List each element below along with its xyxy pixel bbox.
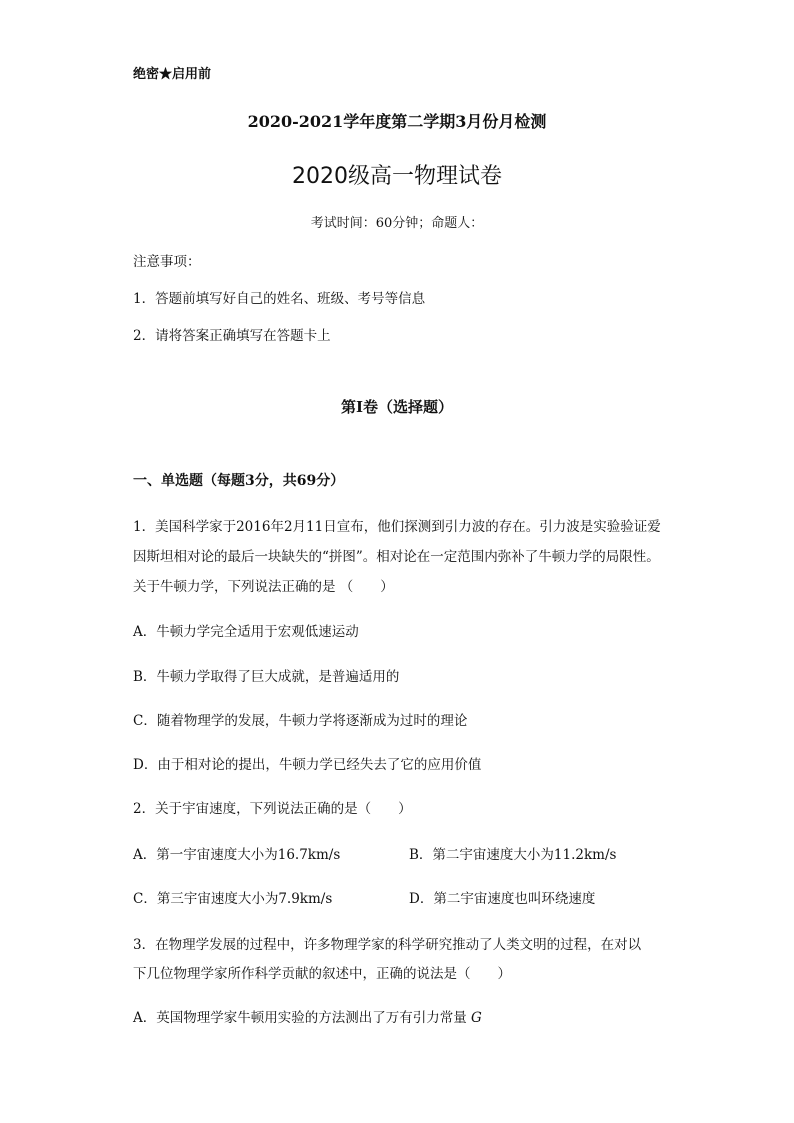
section-title: 第I卷（选择题） — [340, 398, 454, 416]
question-2-options-row-2 — [133, 887, 663, 907]
exam-info: 考试时间：60分钟；命题人： — [310, 216, 484, 231]
question-3-option-a-text: A．英国物理学家牛顿用实验的方法测出了万有引力常量 — [133, 1010, 467, 1026]
question-3-option-a — [133, 1006, 482, 1026]
confidential-label: 绝密★启用前 — [133, 67, 212, 82]
question-2-option-a: A．第一宇宙速度大小为16.7km/s — [133, 847, 341, 863]
question-3-stem-line-1: 3．在物理学发展的过程中，许多物理学家的科学研究推动了人类文明的过程，在对以 — [133, 937, 642, 953]
question-2-option-d: D．第二宇宙速度也叫环绕速度 — [409, 891, 596, 907]
question-1-option-c: C．随着物理学的发展，牛顿力学将逐渐成为过时的理论 — [133, 713, 468, 729]
question-2-option-b: B．第二宇宙速度大小为11.2km/s — [409, 847, 617, 863]
paper-title: 2020级高一物理试卷 — [292, 164, 502, 189]
notes-heading: 注意事项： — [133, 254, 201, 270]
exam-title: 2020-2021学年度第二学期3月份月检测 — [247, 112, 547, 131]
question-1-option-b: B．牛顿力学取得了巨大成就，是普遍适用的 — [133, 669, 400, 685]
note-item: 2．请将答案正确填写在答题卡上 — [133, 328, 331, 344]
question-3-stem-line-2: 下几位物理学家所作科学贡献的叙述中，正确的说法是（ ） — [133, 966, 511, 982]
question-2-options-row-1 — [133, 843, 663, 863]
note-item: 1．答题前填写好自己的姓名、班级、考号等信息 — [133, 291, 426, 307]
part-title: 一、单选题（每题3分，共69分） — [133, 473, 345, 489]
question-2-stem: 2．关于宇宙速度，下列说法正确的是（ ） — [133, 801, 412, 817]
question-2-option-c: C．第三宇宙速度大小为7.9km/s — [133, 891, 333, 907]
question-1-stem: 1．美国科学家于2016年2月11日宣布，他们探测到引力波的存在。引力波是实验验证爱因斯坦相对论的最后一块缺失的“拼图”。相对论在一定范围内弥补了牛顿力学的局限性。关于牛顿力学，下列说法正确的是 （ ） — [133, 519, 661, 595]
question-1-option-a: A．牛顿力学完全适用于宏观低速运动 — [133, 624, 359, 640]
question-1-option-d: D．由于相对论的提出，牛顿力学已经失去了它的应用价值 — [133, 757, 482, 773]
gravitational-constant-symbol: G — [471, 1010, 482, 1026]
